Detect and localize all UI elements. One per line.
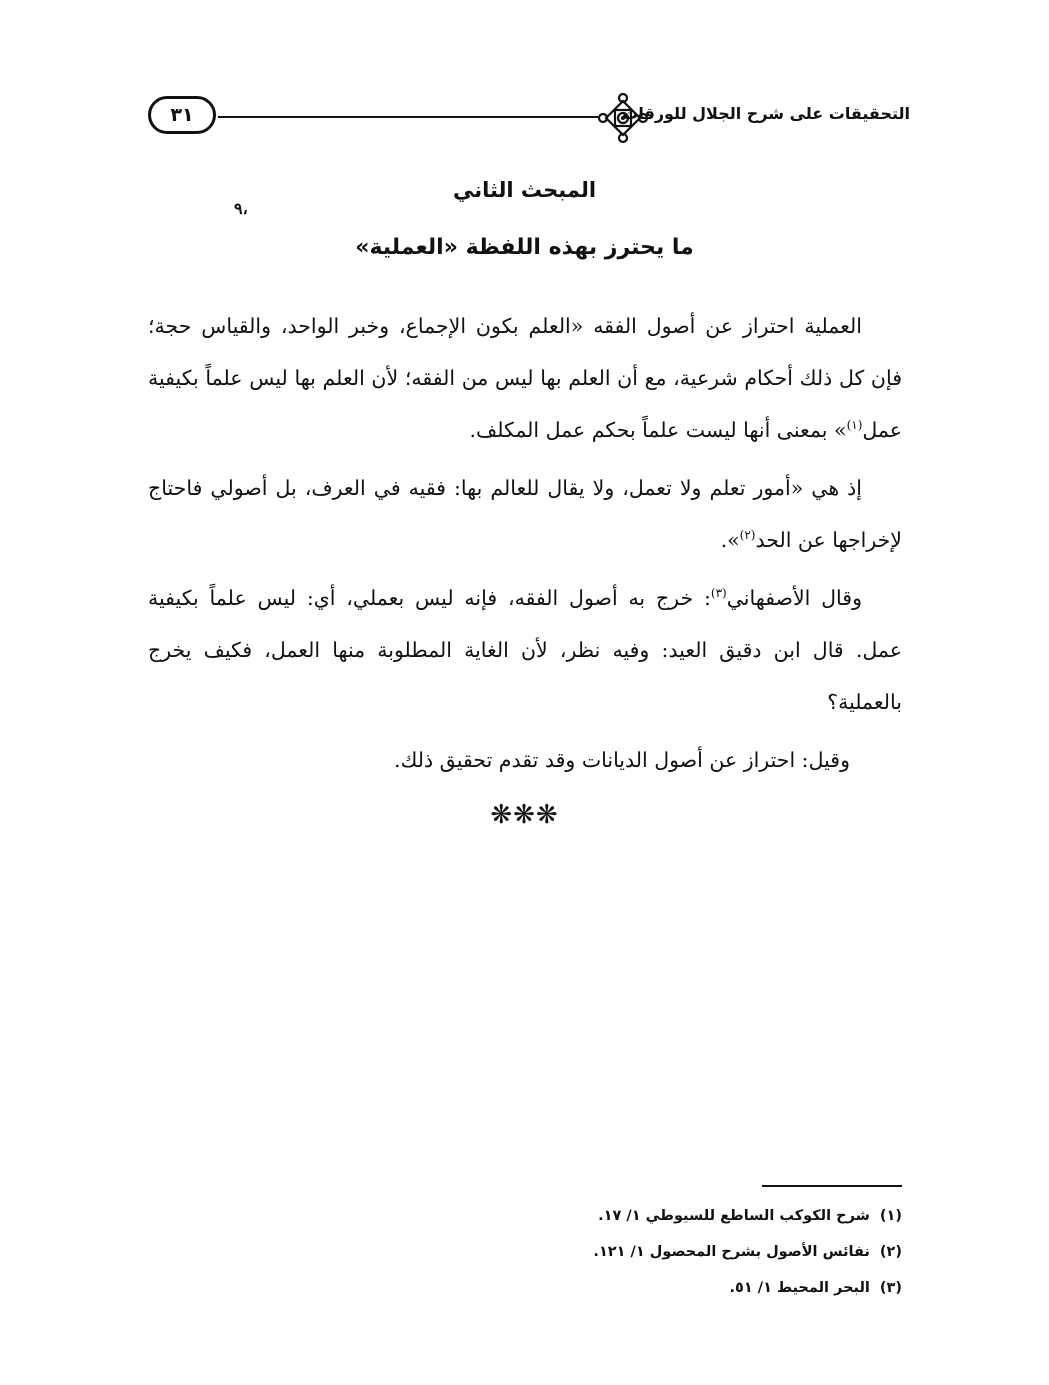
page-number: ٣١ <box>148 96 216 134</box>
footnote-text: شرح الكوكب الساطع للسيوطي ١/ ١٧. <box>598 1208 870 1224</box>
footnote-item <box>593 1270 902 1306</box>
page-header <box>140 88 910 148</box>
paragraph-3-text-b: : خرج به أصول الفقه، فإنه ليس بعملي، أي: ليس علماً بكيفية عمل. قال ابن دقيق العيد: وفيه نظر، لأن الغاية المطلوبة منها العمل، فكيف يخرج بالعملية؟ <box>148 586 902 714</box>
section-subtitle: ما يحترز بهذه اللفظة «العملية» <box>355 235 694 260</box>
footnote-number: (٢) <box>879 1244 902 1260</box>
footnote-item <box>593 1198 902 1234</box>
paragraph-2-text-b: ». <box>720 528 740 552</box>
paragraph-1 <box>148 300 902 456</box>
footnote-number: (١) <box>879 1208 902 1224</box>
paragraph-1-text-a: العملية احتراز عن أصول الفقه «العلم بكون الإجماع، وخبر الواحد، والقياس حجة؛ فإن كل ذلك أحكام شرعية، مع أن العلم بها ليس من الفقه؛ لأن العلم بها ليس علماً بكيفية عمل <box>148 314 902 442</box>
footnote-number: (٣) <box>879 1280 902 1296</box>
footnotes <box>593 1198 902 1306</box>
section-separator: ❋❋❋ <box>490 800 559 830</box>
footnote-item <box>593 1234 902 1270</box>
footnote-text: نفائس الأصول بشرح المحصول ١/ ١٢١. <box>593 1244 870 1260</box>
paragraph-1-text-b: » بمعنى أنها ليست علماً بحكم عمل المكلف. <box>469 418 847 442</box>
footnote-ref-3[interactable]: (٣) <box>710 586 727 601</box>
running-title: التحقيقات على شرح الجلال للورقات <box>622 104 910 123</box>
header-rule <box>218 116 598 118</box>
paragraph-2 <box>148 462 902 566</box>
stray-mark: ٩، <box>234 199 248 218</box>
footnote-text: البحر المحيط ١/ ٥١. <box>729 1280 870 1296</box>
section-title: المبحث الثاني <box>452 178 597 202</box>
paragraph-2-text-a: إذ هي «أمور تعلم ولا تعمل، ولا يقال للعالم بها: فقيه في العرف، بل أصولي فاحتاج لإخراجها عن الحد <box>148 476 902 552</box>
paragraph-3-text-a: وقال الأصفهاني <box>726 586 862 610</box>
paragraph-4: وقيل: احتراز عن أصول الديانات وقد تقدم تحقيق ذلك. <box>394 748 850 772</box>
footnote-ref-1[interactable]: (١) <box>846 418 863 433</box>
footnote-ref-2[interactable]: (٢) <box>739 528 756 543</box>
footnote-rule <box>762 1185 902 1187</box>
paragraph-3 <box>148 572 902 728</box>
